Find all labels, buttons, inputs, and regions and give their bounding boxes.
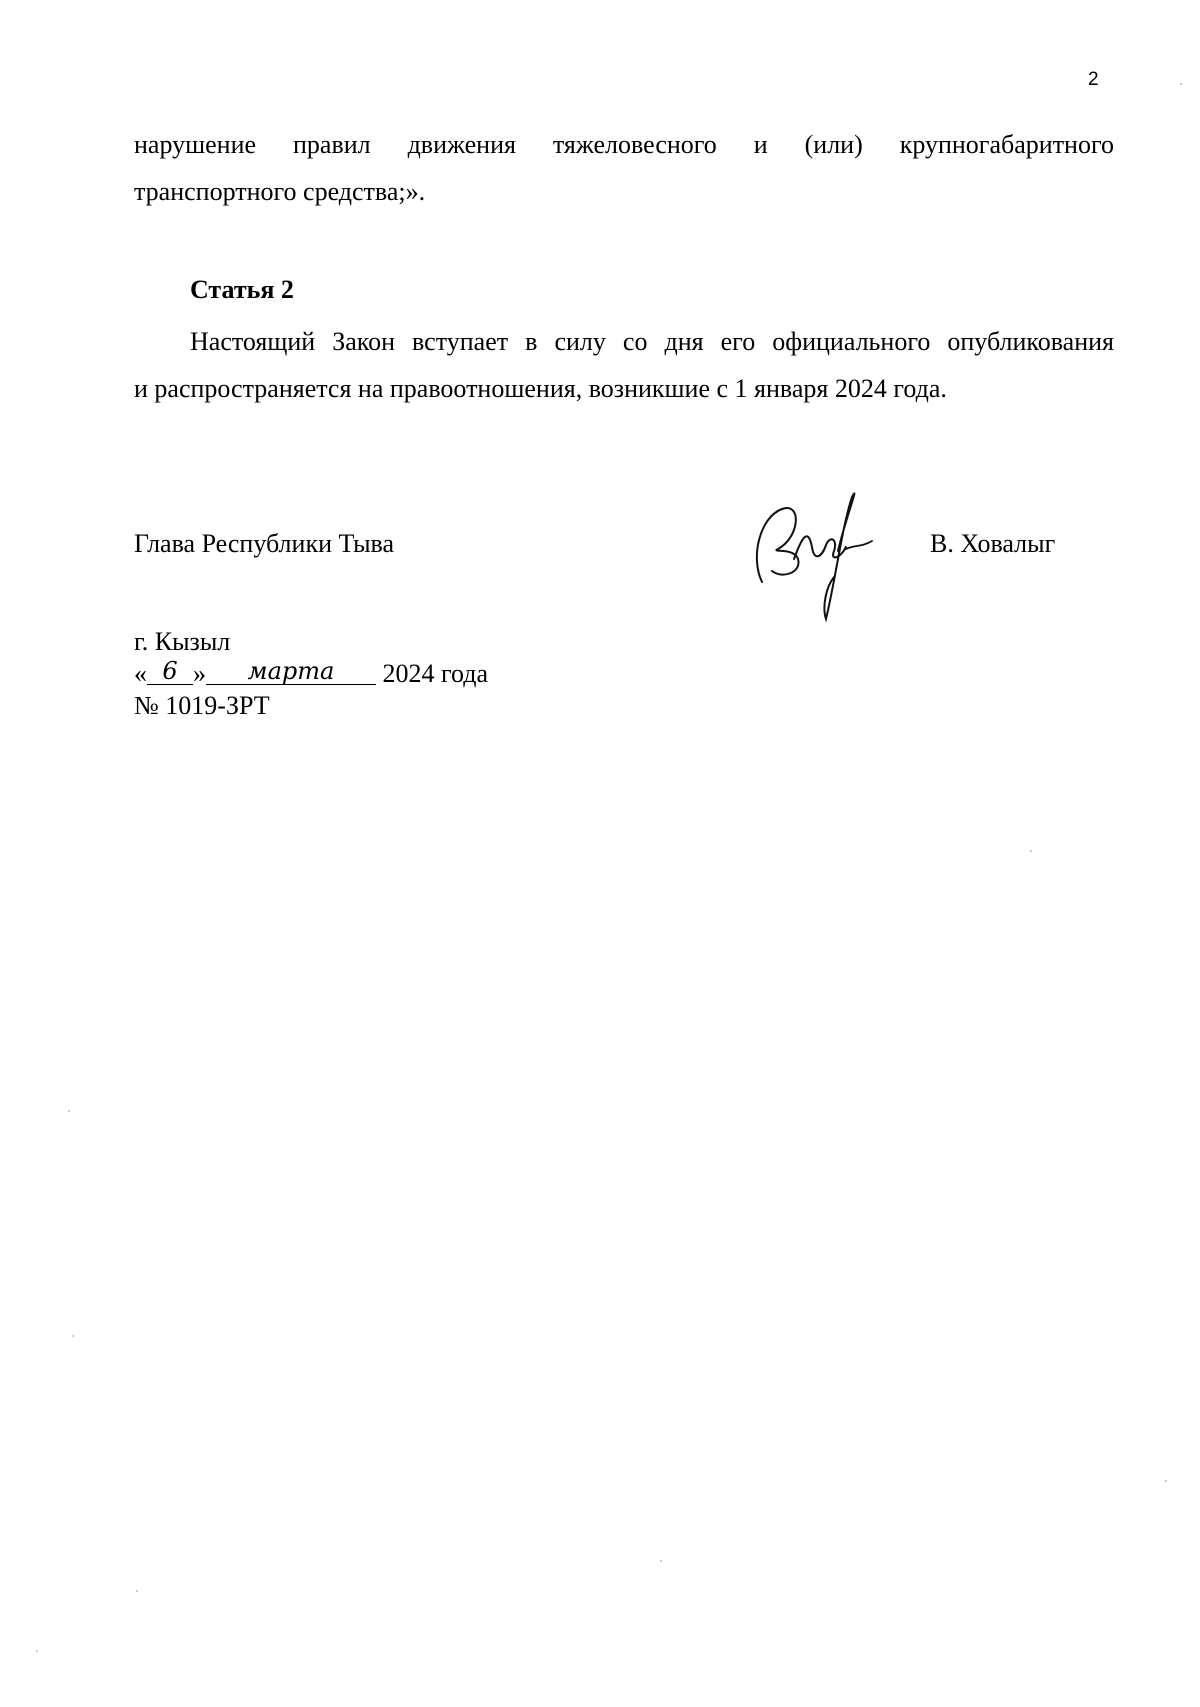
date-day-field	[147, 658, 193, 685]
date-month-handwritten: марта	[247, 657, 335, 685]
paragraph-line: транспортного средства;».	[134, 177, 426, 206]
scan-speck	[136, 1590, 138, 1592]
page-number: 2	[1088, 69, 1099, 90]
date-open-quote: «	[134, 659, 147, 688]
date-month-field	[206, 658, 376, 685]
paragraph-continuation	[134, 121, 1114, 215]
article-heading: Статья 2	[190, 275, 294, 304]
article-text-line: Настоящий Закон вступает в силу со дня его официального опубликования	[190, 327, 1114, 356]
date-year: 2024 года	[382, 659, 489, 688]
scan-speck	[1030, 850, 1032, 852]
paragraph-line: нарушение правил движения тяжеловесного и (или) крупногабаритного	[134, 130, 1114, 159]
scan-speck	[36, 1650, 38, 1652]
scan-speck	[660, 1560, 662, 1562]
scan-speck	[1180, 83, 1182, 85]
signatory-position: Глава Республики Тыва	[134, 529, 395, 558]
signatory-name: В. Ховалыг	[930, 529, 1056, 558]
handwritten-signature	[742, 487, 882, 627]
article-text-line: и распространяется на правоотношения, возникшие с 1 января 2024 года.	[134, 374, 947, 403]
signing-date	[134, 658, 488, 690]
scan-speck	[1165, 1480, 1167, 1482]
scan-speck	[68, 1110, 70, 1112]
scan-speck	[72, 1335, 74, 1337]
article-text	[134, 318, 1114, 412]
law-number: № 1019-ЗРТ	[134, 691, 270, 720]
date-day-handwritten: 6	[162, 657, 178, 685]
place-of-signing: г. Кызыл	[134, 627, 231, 656]
date-close-quote: »	[193, 659, 206, 688]
